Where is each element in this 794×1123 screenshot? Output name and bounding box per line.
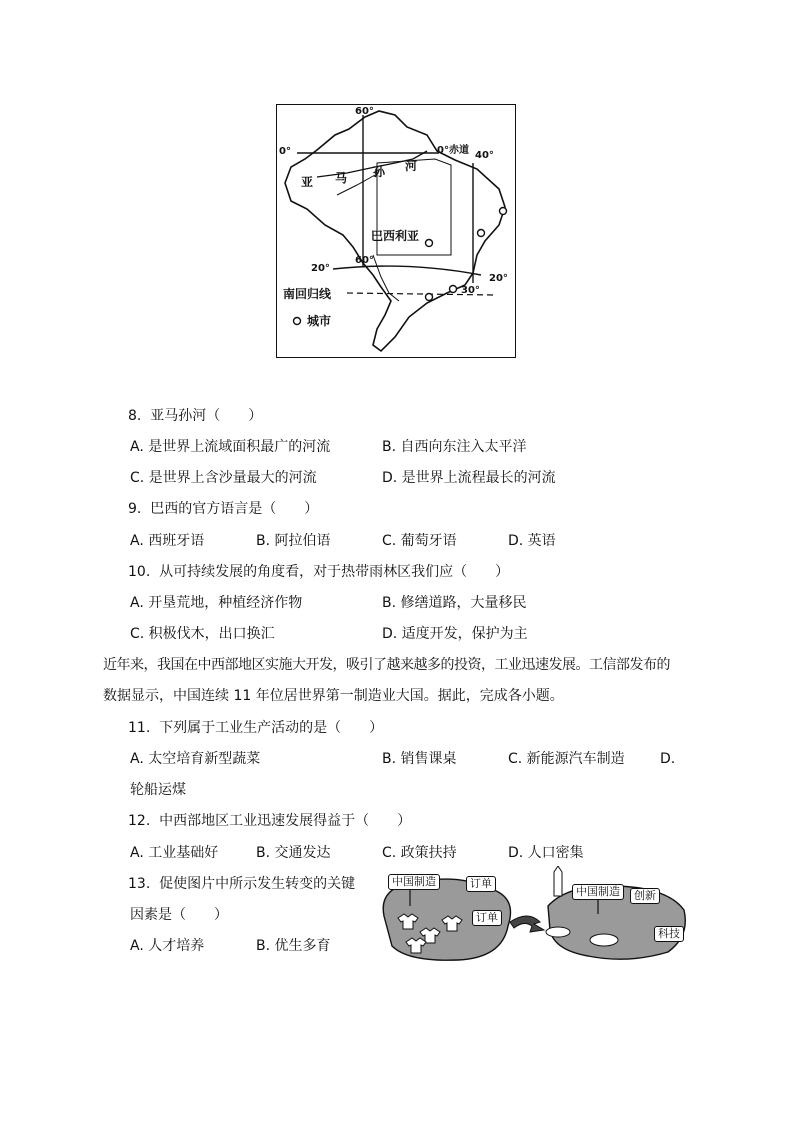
q11-option-d[interactable]: D.	[660, 751, 676, 767]
passage-line-1: 近年来，我国在中西部地区实施大开发，吸引了越来越多的投资，工业迅速发展。工信部发布的	[103, 657, 670, 673]
q9-option-d[interactable]: D. 英语	[508, 533, 556, 549]
q10-option-c[interactable]: C. 积极伐木，出口换汇	[130, 626, 275, 642]
q8-option-c[interactable]: C. 是世界上含沙量最大的河流	[130, 470, 317, 486]
rocket-icon	[554, 866, 562, 896]
city-marker	[478, 230, 485, 237]
city-marker	[450, 286, 457, 293]
q8-number: 8.	[128, 408, 142, 424]
order-paper-1: 订单	[466, 876, 496, 892]
q9-number: 9.	[128, 501, 142, 517]
q11-option-b[interactable]: B. 销售课桌	[382, 751, 457, 767]
q13-stem-line-2: 因素是（ ）	[130, 907, 228, 923]
city-marker	[500, 208, 507, 215]
lat20-right-label: 20°	[489, 273, 508, 284]
q12-number: 12.	[128, 813, 151, 829]
q12-option-b[interactable]: B. 交通发达	[256, 845, 331, 861]
q12-option-c[interactable]: C. 政策扶持	[382, 845, 457, 861]
q8-option-a[interactable]: A. 是世界上流域面积最广的河流	[130, 439, 331, 455]
q12-text: 中西部地区工业迅速发展得益于（ ）	[159, 813, 412, 829]
q12-option-d[interactable]: D. 人口密集	[508, 845, 584, 861]
q9-option-c[interactable]: C. 葡萄牙语	[382, 533, 457, 549]
q8-stem	[128, 406, 262, 426]
q10-number: 10.	[128, 564, 151, 580]
equator-label: 0°赤道	[437, 145, 469, 156]
innovation-sign: 创新	[630, 888, 660, 904]
q9-option-a[interactable]: A. 西班牙语	[130, 533, 205, 549]
q12-stem	[128, 811, 411, 831]
sign-made-in-china-left: 中国制造	[388, 874, 440, 890]
q10-option-d[interactable]: D. 适度开发，保护为主	[382, 626, 528, 642]
q11-text: 下列属于工业生产活动的是（ ）	[159, 720, 384, 736]
amazon-char-1: 亚	[301, 175, 314, 189]
car-icon	[590, 934, 618, 946]
transition-arrow	[510, 916, 544, 932]
q10-text: 从可持续发展的角度看，对于热带雨林区我们应（ ）	[159, 564, 510, 580]
q12-option-a[interactable]: A. 工业基础好	[130, 845, 219, 861]
city-marker	[426, 294, 433, 301]
amazon-char-2: 马	[335, 171, 348, 185]
technology-sign: 科技	[654, 926, 684, 942]
q8-text: 亚马孙河（ ）	[150, 408, 263, 424]
sign-made-in-china-right: 中国制造	[572, 884, 624, 900]
legend-city-marker	[294, 318, 301, 325]
q10-option-a[interactable]: A. 开垦荒地，种植经济作物	[130, 595, 303, 611]
q13-text-1: 促使图片中所示发生转变的关键	[159, 876, 356, 892]
q13-option-b[interactable]: B. 优生多育	[256, 938, 331, 954]
q8-option-d[interactable]: D. 是世界上流程最长的河流	[382, 470, 556, 486]
car-icon	[546, 927, 570, 937]
q13-stem-line-1	[128, 874, 355, 894]
legend-city-label: 城市	[307, 314, 332, 328]
lon40-label: 40°	[475, 150, 494, 161]
q10-stem	[128, 562, 509, 582]
amazon-char-4: 河	[405, 159, 418, 173]
q11-option-d-wrap: 轮船运煤	[130, 782, 186, 798]
city-brasilia-marker	[426, 240, 433, 247]
passage-line-2: 数据显示，中国连续 11 年位居世界第一制造业大国。据此，完成各小题。	[103, 688, 564, 704]
made-in-china-cartoon	[378, 866, 690, 966]
lon60-top-label: 60°	[355, 106, 374, 117]
lon60-bottom-label: 60°	[355, 255, 374, 266]
q9-option-b[interactable]: B. 阿拉伯语	[256, 533, 331, 549]
lat20-line	[333, 266, 481, 275]
q11-option-c[interactable]: C. 新能源汽车制造	[508, 751, 625, 767]
tropic-label: 南回归线	[283, 287, 332, 301]
q9-stem	[128, 499, 318, 519]
q11-stem	[128, 718, 383, 738]
lat30-label: 30°	[461, 285, 480, 296]
amazon-char-3: 孙	[373, 165, 386, 179]
lat0-label: 0°	[279, 146, 291, 157]
q8-option-b[interactable]: B. 自西向东注入太平洋	[382, 439, 527, 455]
q10-option-b[interactable]: B. 修缮道路，大量移民	[382, 595, 527, 611]
q9-text: 巴西的官方语言是（ ）	[150, 501, 319, 517]
q11-option-a[interactable]: A. 太空培育新型蔬菜	[130, 751, 261, 767]
lat20-left-label: 20°	[311, 263, 330, 274]
q13-option-a[interactable]: A. 人才培养	[130, 938, 205, 954]
brasilia-label: 巴西利亚	[371, 229, 420, 243]
order-paper-2: 订单	[472, 910, 502, 926]
q11-number: 11.	[128, 720, 151, 736]
q13-number: 13.	[128, 876, 151, 892]
brazil-map	[276, 104, 516, 358]
